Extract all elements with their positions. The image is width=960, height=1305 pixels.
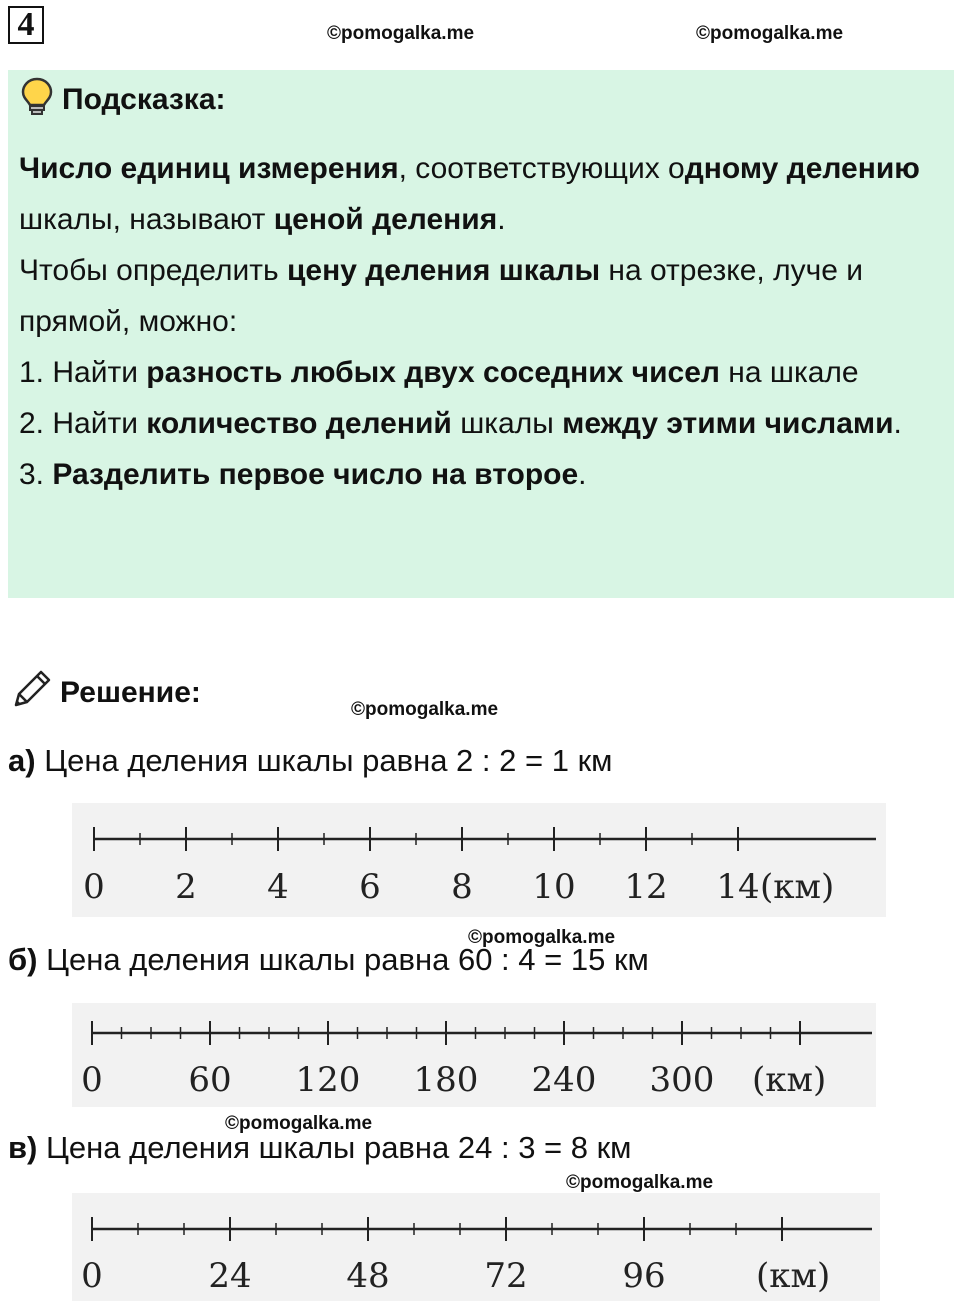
answer-label: б) (8, 942, 38, 977)
tick-label: 0 (83, 867, 105, 907)
watermark: ©pomogalka.me (225, 1113, 373, 1134)
tick-label: 24 (208, 1256, 252, 1296)
tick-label: 120 (295, 1060, 361, 1100)
tick-label: 14 (716, 867, 760, 907)
scale-b-figure (72, 1003, 876, 1107)
text: , соответствующих о (398, 152, 685, 185)
answer-a (8, 741, 612, 781)
term: дному делению (684, 152, 920, 185)
scale-a (72, 803, 886, 917)
lightbulb-icon (20, 76, 54, 124)
tick-label: 6 (359, 867, 381, 907)
solution-title: Решение: (60, 676, 201, 709)
answer-b (8, 940, 649, 980)
hint-step-3 (19, 449, 949, 500)
term: ценой деления (273, 203, 498, 236)
watermark: ©pomogalka.me (351, 699, 499, 720)
text: шкалы (451, 407, 563, 440)
term: между этими числами (562, 407, 894, 440)
text: . (578, 458, 587, 491)
hint-heading (20, 80, 226, 120)
hint-paragraph-method (19, 245, 949, 347)
answer-text: Цена деления шкалы равна 60 : 4 = 15 км (37, 942, 649, 977)
unit-label: (км) (756, 1256, 831, 1296)
watermark: ©pomogalka.me (696, 23, 844, 44)
watermark: ©pomogalka.me (566, 1172, 714, 1193)
text: 1. Найти (19, 356, 147, 389)
answer-label: а) (8, 743, 36, 778)
tick-label: 4 (267, 867, 289, 907)
solution-heading (10, 670, 201, 716)
pencil-icon (10, 667, 54, 719)
tick-label: 300 (649, 1060, 715, 1100)
text: . (893, 407, 902, 440)
hint-text (19, 143, 949, 500)
scale-b (72, 1003, 876, 1107)
text: шкалы, называют (19, 203, 274, 236)
term: Разделить первое число на второе (52, 458, 579, 491)
tick-label: 0 (81, 1060, 103, 1100)
task-number: 4 (8, 6, 44, 44)
tick-label: 96 (622, 1256, 666, 1296)
unit-label: (км) (760, 867, 835, 907)
tick-label: 180 (413, 1060, 479, 1100)
term: разность любых двух соседних чисел (146, 356, 720, 389)
tick-label: 72 (484, 1256, 528, 1296)
tick-label: 10 (532, 867, 576, 907)
tick-label: 2 (175, 867, 197, 907)
unit-label: (км) (752, 1060, 827, 1100)
text: на отрезке, луче и прямой, можно: (19, 254, 863, 338)
tick-label: 12 (624, 867, 668, 907)
text: на шкале (719, 356, 859, 389)
text: . (497, 203, 506, 236)
watermark: ©pomogalka.me (468, 927, 616, 948)
watermark: ©pomogalka.me (327, 23, 475, 44)
answer-label: в) (8, 1130, 38, 1165)
term: цену деления шкалы (286, 254, 601, 287)
scale-c (72, 1193, 880, 1301)
tick-label: 0 (81, 1256, 103, 1296)
tick-label: 60 (188, 1060, 232, 1100)
scale-a-figure (72, 803, 886, 917)
hint-paragraph-definition (19, 143, 949, 245)
hint-step-2 (19, 398, 949, 449)
tick-label: 48 (346, 1256, 390, 1296)
tick-label: 8 (451, 867, 473, 907)
answer-text: Цена деления шкалы равна 2 : 2 = 1 км (35, 743, 613, 778)
scale-c-figure (72, 1193, 880, 1301)
text: 3. (19, 458, 53, 491)
hint-title: Подсказка: (62, 83, 226, 116)
term: количество делений (146, 407, 452, 440)
tick-label: 240 (531, 1060, 597, 1100)
term: Число единиц измерения (19, 152, 399, 185)
answer-text: Цена деления шкалы равна 24 : 3 = 8 км (37, 1130, 632, 1165)
answer-c (8, 1128, 632, 1168)
hint-step-1 (19, 347, 949, 398)
text: Чтобы определить (19, 254, 287, 287)
text: 2. Найти (19, 407, 147, 440)
